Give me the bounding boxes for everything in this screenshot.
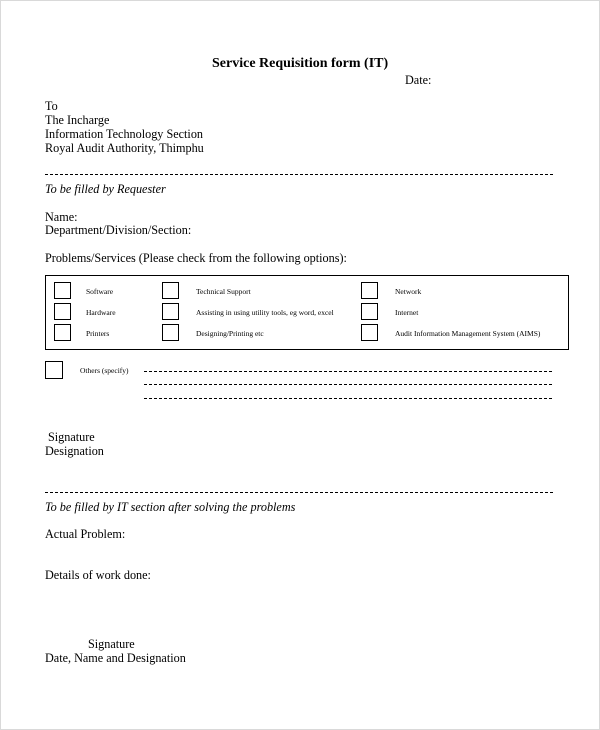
checkbox-hardware[interactable]: [54, 303, 71, 320]
checkbox-designing-printing[interactable]: [162, 324, 179, 341]
option-technical-support-label: Technical Support: [196, 287, 251, 296]
checkbox-software[interactable]: [54, 282, 71, 299]
option-internet-label: Internet: [395, 308, 419, 317]
option-aims-label: Audit Information Management System (AIMS): [395, 329, 541, 338]
designation-label: Designation: [45, 444, 104, 458]
divider-line-2: [45, 492, 553, 493]
checkbox-internet[interactable]: [361, 303, 378, 320]
department-label: Department/Division/Section:: [45, 223, 192, 237]
checkbox-aims[interactable]: [361, 324, 378, 341]
address-incharge: The Incharge: [45, 113, 110, 127]
option-designing-printing-label: Designing/Printing etc: [196, 329, 264, 338]
checkbox-network[interactable]: [361, 282, 378, 299]
checkbox-others[interactable]: [45, 361, 63, 379]
signature-label: Signature: [48, 430, 95, 444]
option-hardware-label: Hardware: [86, 308, 116, 317]
date-label: Date:: [405, 73, 432, 87]
others-line-3[interactable]: [144, 398, 552, 399]
signature-label-2: Signature: [88, 637, 135, 651]
others-label: Others (specify): [80, 366, 129, 375]
others-line-1[interactable]: [144, 371, 552, 372]
option-network-label: Network: [395, 287, 422, 296]
it-section-heading: To be filled by IT section after solving the problems: [45, 500, 296, 514]
option-printers-label: Printers: [86, 329, 110, 338]
date-name-designation-label: Date, Name and Designation: [45, 651, 186, 665]
option-software-label: Software: [86, 287, 114, 296]
name-label: Name:: [45, 210, 78, 224]
divider-line: [45, 174, 553, 175]
actual-problem-label: Actual Problem:: [45, 527, 126, 541]
requester-heading: To be filled by Requester: [45, 182, 166, 196]
option-utility-tools-label: Assisting in using utility tools, eg word, excel: [196, 308, 334, 317]
others-line-2[interactable]: [144, 384, 552, 385]
address-to: To: [45, 99, 58, 113]
address-authority: Royal Audit Authority, Thimphu: [45, 141, 204, 155]
checkbox-printers[interactable]: [54, 324, 71, 341]
details-work-done-label: Details of work done:: [45, 568, 151, 582]
address-section: Information Technology Section: [45, 127, 204, 141]
checkbox-utility-tools[interactable]: [162, 303, 179, 320]
form-title: Service Requisition form (IT): [212, 56, 389, 71]
problems-label: Problems/Services (Please check from the following options):: [45, 251, 347, 265]
checkbox-technical-support[interactable]: [162, 282, 179, 299]
